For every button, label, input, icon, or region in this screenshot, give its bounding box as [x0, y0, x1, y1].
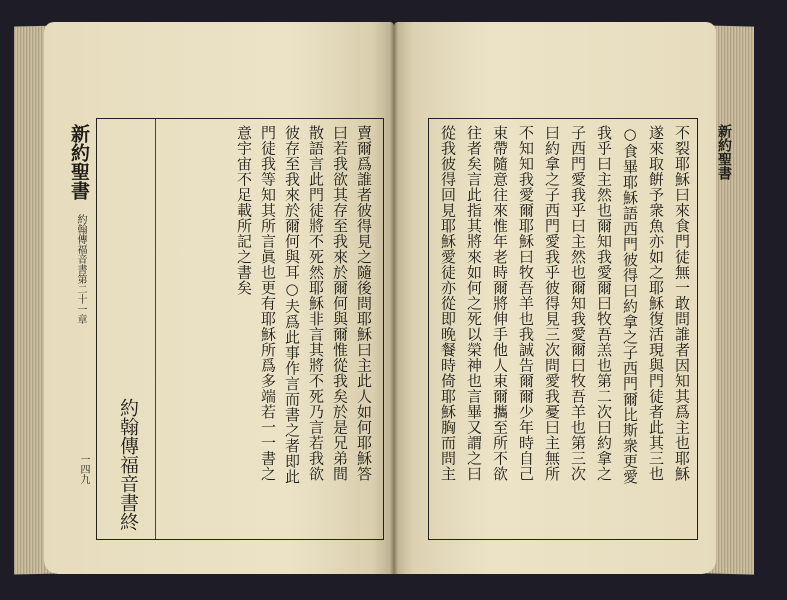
text-column: 門徒我等知其所言眞也更有耶穌所爲多端若一一書之	[259, 125, 277, 482]
text-column: 不知知我愛爾耶穌曰牧吾羊也我誠告爾爾少年時自己	[517, 125, 535, 482]
text-column: 曰約拿之子西門愛我乎彼得見三次問愛我憂曰主無所	[543, 125, 561, 482]
text-column: 不裂耶穌曰來食門徒無一敢問誰者因知其爲主也耶穌	[673, 125, 691, 482]
text-column: 從我彼得回見耶穌愛徒亦從即晚餐時倚耶穌胸而問主	[439, 125, 457, 482]
book-gutter	[390, 22, 398, 574]
text-column: 我乎曰主然也爾知我愛爾曰牧吾羔也第二次曰約拿之	[595, 125, 613, 482]
text-column: 遂來取餠予衆魚亦如之耶穌復活現與門徒者此其三也	[647, 125, 665, 482]
column-rule	[155, 119, 156, 539]
text-column: 往者矣言此指其將來如何之死以榮神也言畢又謂之曰	[465, 125, 483, 482]
right-header-title: 新約聖書	[716, 124, 732, 180]
text-column: 意宇宙不足載所記之書矣	[235, 125, 253, 296]
left-header-chapter: 約翰傳福音書第二十一章	[75, 214, 86, 324]
text-column: ○食畢耶穌語西門彼得曰約拿之子西門爾比斯衆更愛	[621, 125, 639, 485]
text-column: 彼存至我來於爾何與耳○夫爲此事作言而書之者即此	[283, 125, 301, 485]
text-column: 散語言此門徒將不死然耶穌非言其將不死乃言若我欲	[307, 125, 325, 482]
text-column: 束帶隨意往來惟年老時爾將伸手他人束爾攜至所不欲	[491, 125, 509, 482]
book-end-note: 約翰傳福音書終	[117, 398, 139, 531]
text-column: 子西門愛我乎曰主然也爾知我愛爾曰牧吾羊也第三次	[569, 125, 587, 482]
left-header-title: 新約聖書	[68, 124, 90, 200]
right-text-frame	[428, 118, 698, 540]
left-page-number: 一四九	[78, 454, 89, 484]
text-column: 曰若我欲其存至我來於爾何與爾惟從我矣於是兄弟間	[331, 125, 349, 482]
text-column: 賣爾爲誰者彼得見之隨後問耶穌曰主此人如何耶穌答	[355, 125, 373, 482]
